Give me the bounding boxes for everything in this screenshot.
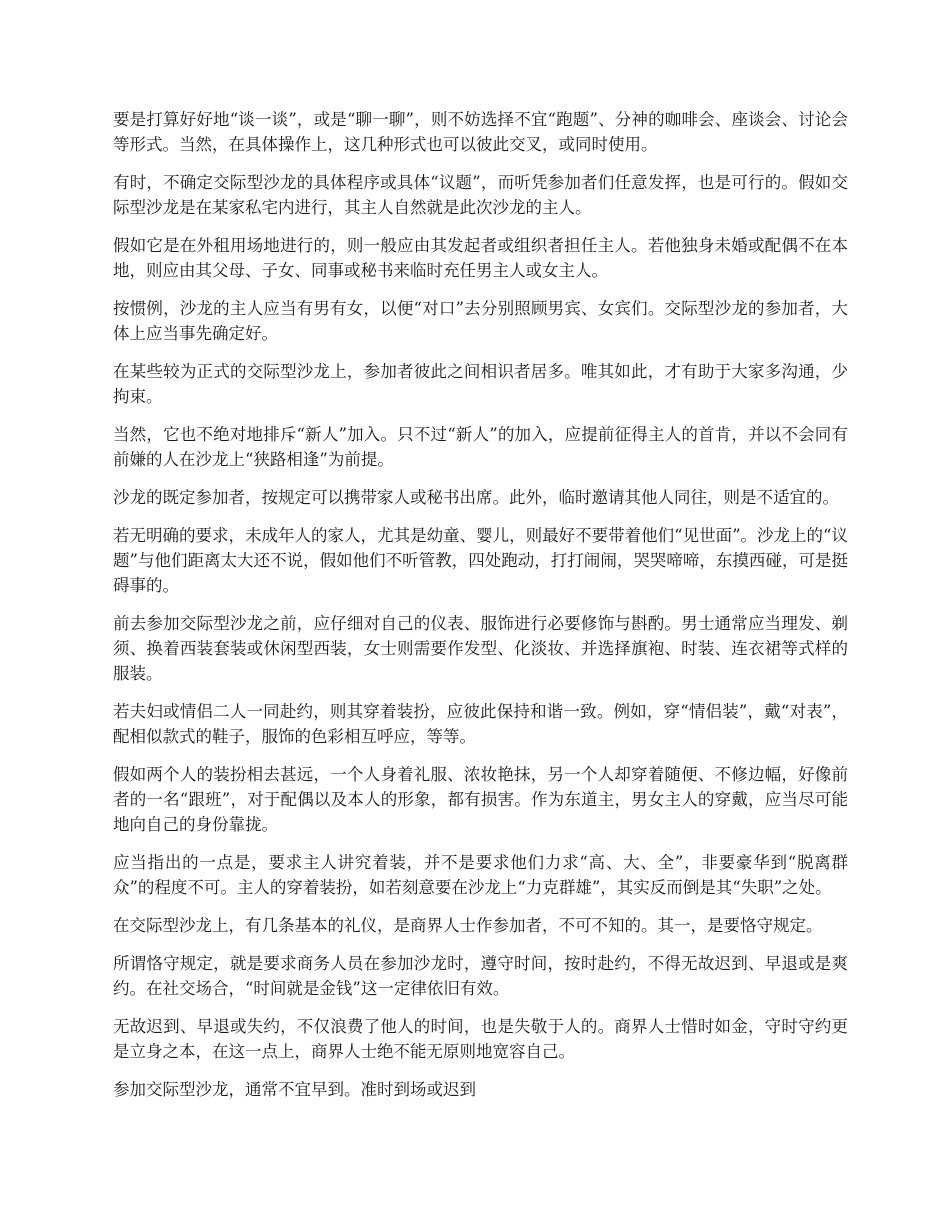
paragraph: 参加交际型沙龙，通常不宜早到。准时到场或迟到 [113, 1080, 476, 1099]
paragraph: 若无明确的要求，未成年人的家人，尤其是幼童、婴儿，则最好不要带着他们“见世面”。沙龙上的“议题”与他们距离太大还不说，假如他们不听管教，四处跑动，打打闹闹，哭哭啼啼，东摸西碰，可是挺碍事的。 [113, 526, 848, 595]
document-page [113, 107, 848, 1115]
paragraph: 要是打算好好地“谈一谈”，或是“聊一聊”，则不妨选择不宜“跑题”、分神的咖啡会、座谈会、讨论会等形式。当然，在具体操作上，这几种形式也可以彼此交叉，或同时使用。 [113, 110, 848, 154]
paragraph: 应当指出的一点是，要求主人讲究着装，并不是要求他们力求“高、大、全”，非要豪华到“脱离群众”的程度不可。主人的穿着装扮，如若刻意要在沙龙上“力克群雄”，其实反而倒是其“失职”之处。 [113, 853, 848, 897]
paragraph: 若夫妇或情侣二人一同赴约，则其穿着装扮，应彼此保持和谐一致。例如，穿“情侣装”，戴“对表”，配相似款式的鞋子，服饰的色彩相互呼应，等等。 [113, 702, 848, 746]
paragraph: 按惯例，沙龙的主人应当有男有女，以便“对口”去分别照顾男宾、女宾们。交际型沙龙的参加者，大体上应当事先确定好。 [113, 299, 848, 343]
paragraph: 假如它是在外租用场地进行的，则一般应由其发起者或组织者担任主人。若他独身未婚或配偶不在本地，则应由其父母、子女、同事或秘书来临时充任男主人或女主人。 [113, 236, 848, 280]
paragraph: 当然，它也不绝对地排斥“新人”加入。只不过“新人”的加入，应提前征得主人的首肯，并以不会同有前嫌的人在沙龙上“狭路相逢”为前提。 [113, 425, 848, 469]
paragraph: 有时，不确定交际型沙龙的具体程序或具体“议题”，而听凭参加者们任意发挥，也是可行的。假如交际型沙龙是在某家私宅内进行，其主人自然就是此次沙龙的主人。 [113, 173, 848, 217]
paragraph: 前去参加交际型沙龙之前，应仔细对自己的仪表、服饰进行必要修饰与斟酌。男士通常应当理发、剃须、换着西装套装或休闲型西装，女士则需要作发型、化淡妆、并选择旗袍、时装、连衣裙等式样的服装。 [113, 614, 848, 683]
paragraph: 假如两个人的装扮相去甚远，一个人身着礼服、浓妆艳抹，另一个人却穿着随便、不修边幅，好像前者的一名“跟班”，对于配偶以及本人的形象，都有损害。作为东道主，男女主人的穿戴，应当尽可能地向自己的身份靠拢。 [113, 765, 848, 834]
paragraph: 所谓恪守规定，就是要求商务人员在参加沙龙时，遵守时间，按时赴约，不得无故迟到、早退或是爽约。在社交场合，“时间就是金钱”这一定律依旧有效。 [113, 954, 848, 998]
paragraph: 在某些较为正式的交际型沙龙上，参加者彼此之间相识者居多。唯其如此，才有助于大家多沟通，少拘束。 [113, 362, 848, 406]
paragraph: 无故迟到、早退或失约，不仅浪费了他人的时间，也是失敬于人的。商界人士惜时如金，守时守约更是立身之本，在这一点上，商界人士绝不能无原则地宽容自己。 [113, 1017, 848, 1061]
paragraph: 在交际型沙龙上，有几条基本的礼仪，是商界人士作参加者，不可不知的。其一，是要恪守规定。 [113, 916, 823, 935]
paragraph: 沙龙的既定参加者，按规定可以携带家人或秘书出席。此外，临时邀请其他人同往，则是不适宜的。 [113, 488, 839, 507]
